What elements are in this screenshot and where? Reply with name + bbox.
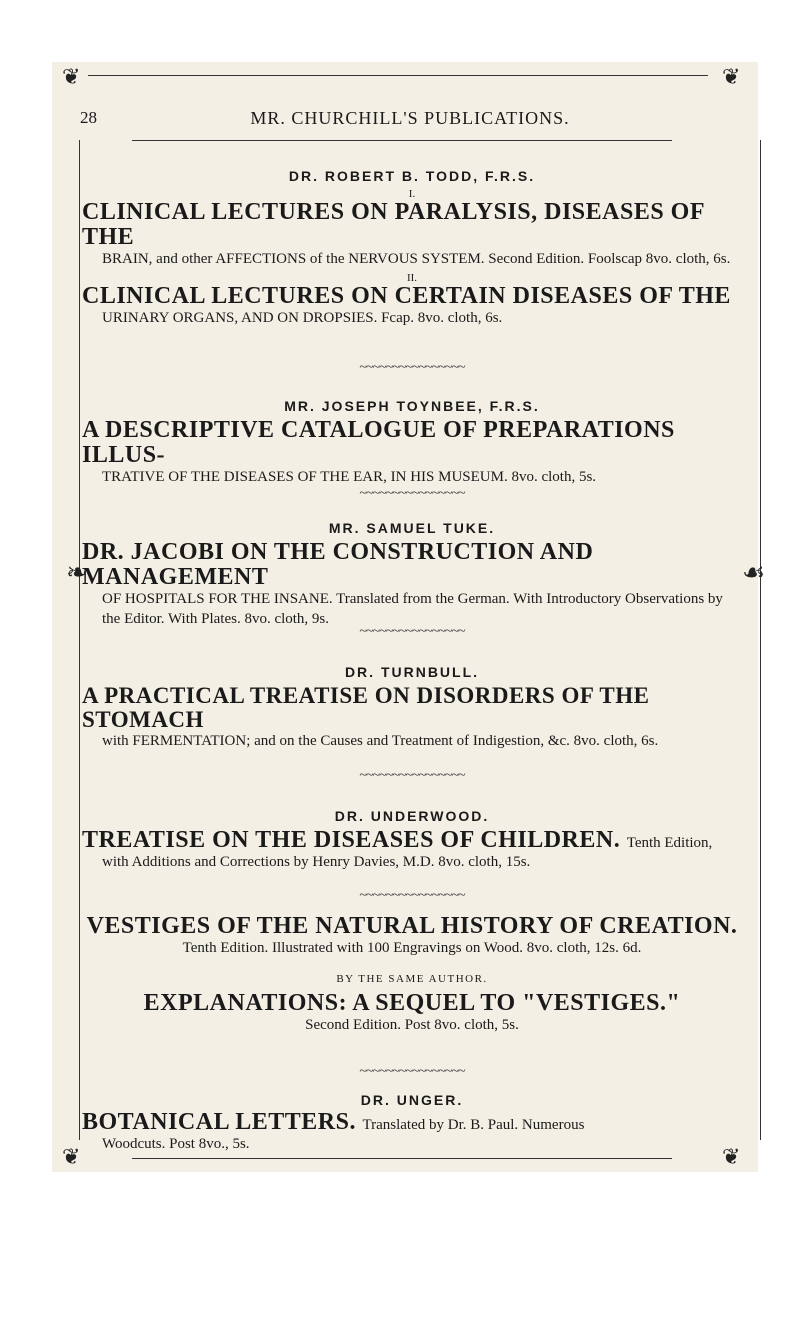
side-ornament-icon: ☙: [742, 558, 766, 587]
bottom-border-rule: [132, 1158, 672, 1159]
entry-underwood: [82, 808, 742, 873]
corner-ornament-icon: ❦: [722, 1144, 741, 1169]
translation-note: Translated by Dr. B. Paul. Numerous: [362, 1117, 585, 1133]
entry-toynbee: [82, 398, 742, 488]
section-divider: ~~~~~~~~~~~~~~~~: [359, 888, 465, 903]
page-number: 28: [80, 108, 97, 127]
book-description: BRAIN, and other AFFECTIONS of the NERVOUS SYSTEM. Second Edition. Foolscap 8vo. cloth, 6s.: [102, 251, 731, 268]
book-title: A DESCRIPTIVE CATALOGUE OF PREPARATIONS ILLUS-: [82, 417, 675, 469]
book-title: DR. JACOBI ON THE CONSTRUCTION AND MANAGEMENT: [82, 539, 594, 591]
author-heading: DR. UNDERWOOD.: [334, 808, 490, 824]
side-ornament-icon: ❧: [66, 558, 88, 587]
book-description: with FERMENTATION; and on the Causes and Treatment of Indigestion, &c. 8vo. cloth, 6s.: [102, 733, 659, 750]
section-divider: ~~~~~~~~~~~~~~~~: [359, 768, 465, 783]
top-border-rule: [88, 75, 708, 76]
section-divider: ~~~~~~~~~~~~~~~~: [359, 624, 465, 639]
entry-todd: [82, 168, 742, 329]
book-title: CLINICAL LECTURES ON CERTAIN DISEASES OF THE: [82, 282, 731, 309]
item-numeral: II.: [406, 271, 418, 284]
author-heading: DR. UNGER.: [360, 1092, 464, 1108]
corner-ornament-icon: ❦: [62, 64, 81, 89]
book-description: Tenth Edition. Illustrated with 100 Engravings on Wood. 8vo. cloth, 12s. 6d.: [182, 940, 642, 957]
entry-tuke: [82, 520, 742, 629]
corner-ornament-icon: ❦: [722, 64, 741, 89]
sequel-description: Second Edition. Post 8vo. cloth, 5s.: [305, 1016, 519, 1033]
section-divider: ~~~~~~~~~~~~~~~~: [359, 486, 465, 501]
book-title-text: BOTANICAL LETTERS.: [82, 1109, 356, 1135]
running-head: MR. CHURCHILL'S PUBLICATIONS.: [250, 108, 570, 128]
author-heading: DR. ROBERT B. TODD, F.R.S.: [288, 168, 536, 184]
book-title: [82, 1110, 742, 1135]
book-title: CLINICAL LECTURES ON PARALYSIS, DISEASES OF THE: [82, 199, 705, 251]
book-title: [82, 828, 742, 853]
section-divider: ~~~~~~~~~~~~~~~~: [359, 1064, 465, 1079]
left-border-line: [79, 140, 80, 1140]
author-heading: MR. SAMUEL TUKE.: [328, 520, 496, 536]
book-title: VESTIGES OF THE NATURAL HISTORY OF CREATION.: [86, 913, 738, 939]
entry-unger: [82, 1092, 742, 1155]
book-description: URINARY ORGANS, AND ON DROPSIES. Fcap. 8vo. cloth, 6s.: [102, 310, 503, 327]
corner-ornament-icon: ❦: [62, 1144, 81, 1169]
right-border-line: [760, 140, 761, 1140]
page-header: [80, 108, 740, 132]
author-heading: MR. JOSEPH TOYNBEE, F.R.S.: [284, 398, 540, 414]
entry-turnbull: [82, 664, 742, 752]
entry-vestiges: [82, 914, 742, 1035]
book-title-text: TREATISE ON THE DISEASES OF CHILDREN.: [82, 827, 621, 853]
item-numeral: I.: [408, 188, 416, 200]
book-description: TRATIVE OF THE DISEASES OF THE EAR, IN HIS MUSEUM. 8vo. cloth, 5s.: [102, 469, 597, 486]
section-divider: ~~~~~~~~~~~~~~~~: [359, 360, 465, 375]
book-title: A PRACTICAL TREATISE ON DISORDERS OF THE STOMACH: [82, 683, 650, 733]
header-divider-rule: [132, 140, 672, 141]
by-same-author: BY THE SAME AUTHOR.: [336, 972, 488, 985]
sequel-title: EXPLANATIONS: A SEQUEL TO "VESTIGES.": [143, 989, 681, 1016]
book-description: with Additions and Corrections by Henry Davies, M.D. 8vo. cloth, 15s.: [102, 854, 531, 871]
author-heading: DR. TURNBULL.: [344, 664, 480, 680]
edition-note: Tenth Edition,: [626, 835, 713, 851]
book-description: Woodcuts. Post 8vo., 5s.: [102, 1136, 250, 1153]
book-description: OF HOSPITALS FOR THE INSANE. Translated from the German. With Introductory Observations by the Editor. With Plates. 8vo. cloth, 9s.: [102, 591, 723, 627]
